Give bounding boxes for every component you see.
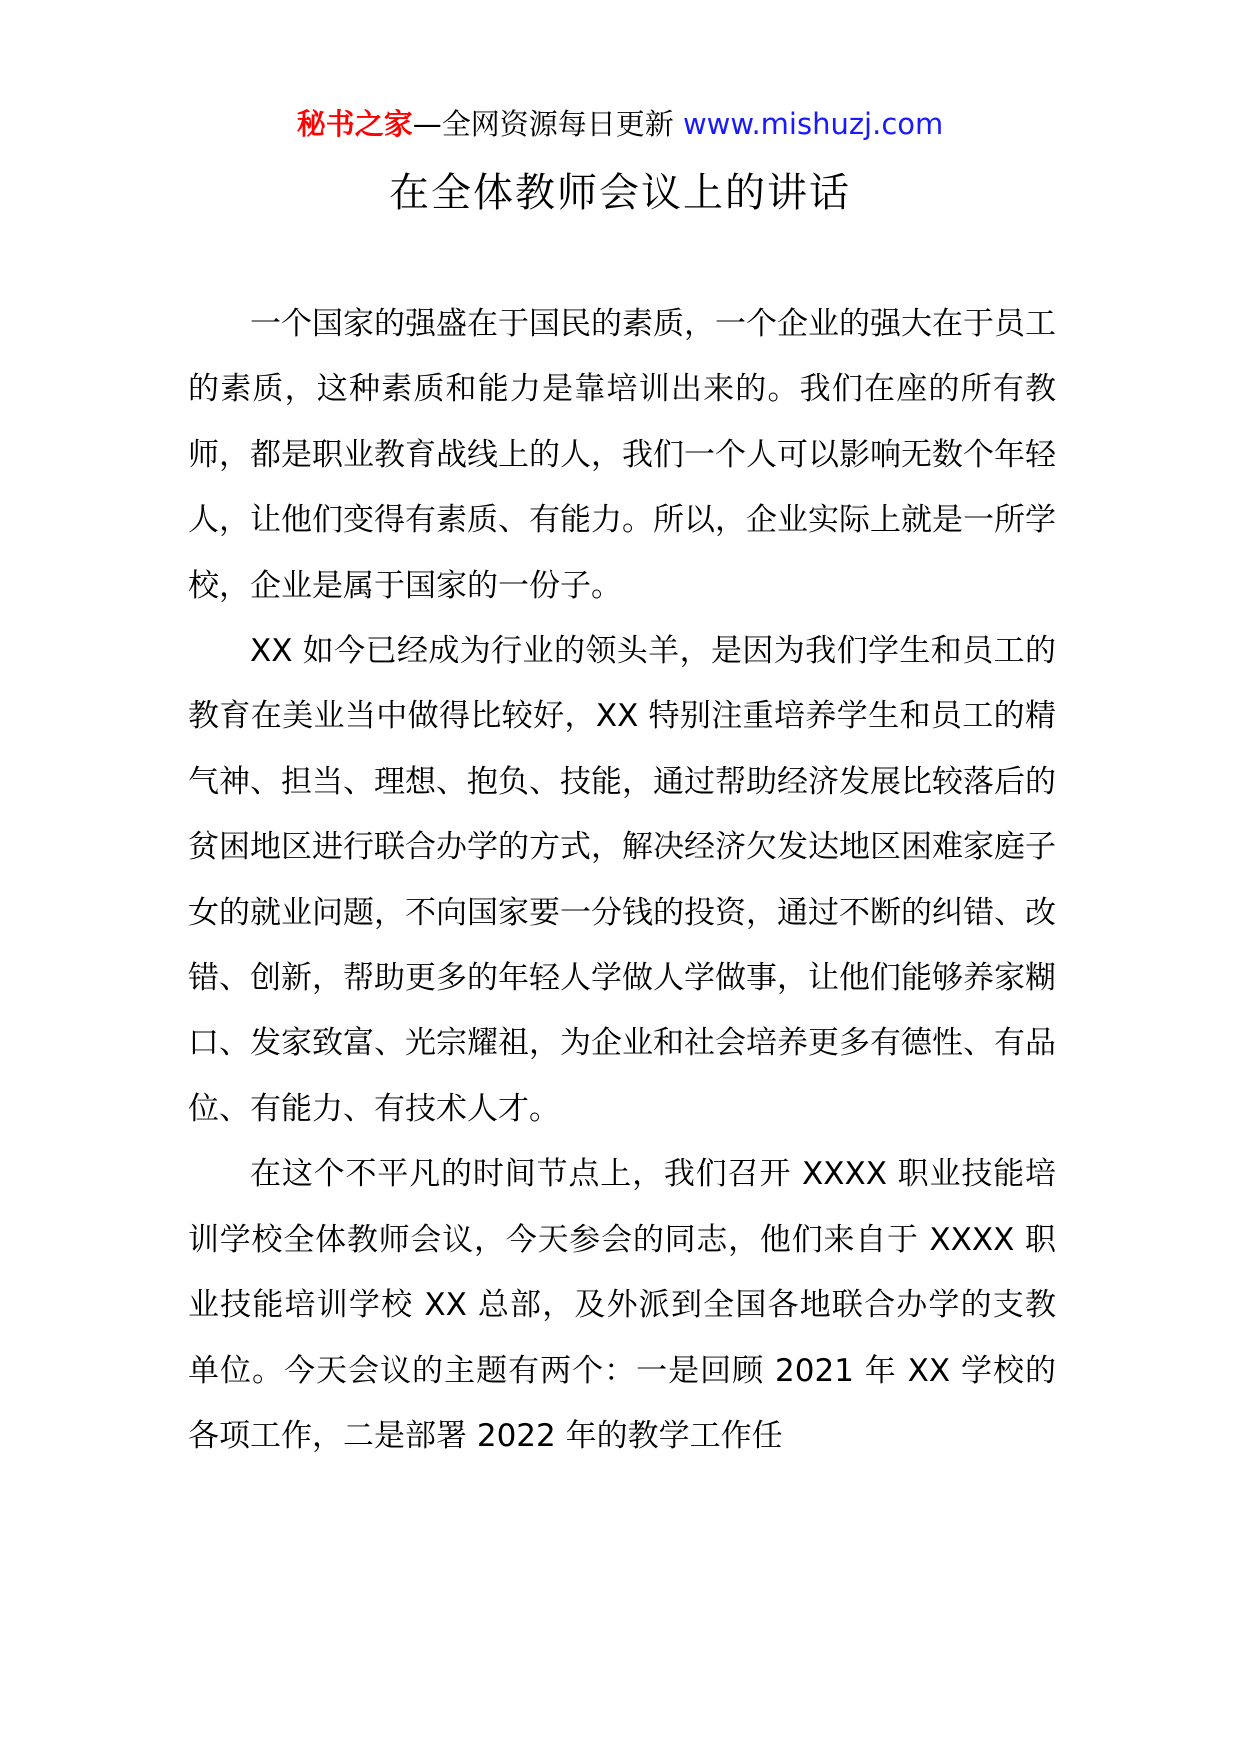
document-body — [188, 292, 1056, 1469]
paragraph: 一个国家的强盛在于国民的素质，一个企业的强大在于员工的素质，这种素质和能力是靠培训出来的。我们在座的所有教师，都是职业教育战线上的人，我们一个人可以影响无数个年轻人，让他们变得有素质、有能力。所以，企业实际上就是一所学校，企业是属于国家的一份子。 — [188, 306, 1056, 604]
document-title: 在全体教师会议上的讲话 — [389, 170, 851, 216]
paragraph: 在这个不平凡的时间节点上，我们召开 XXXX 职业技能培训学校全体教师会议，今天参会的同志，他们来自于 XXXX 职业技能培训学校 XX 总部，及外派到全国各地联合办学的支教单位。今天会议的主题有两个：一是回顾 2021 年 XX 学校的各项工作，二是部署 2022 年的教学工作任 — [188, 1156, 1056, 1454]
site-header — [0, 104, 1240, 144]
header-tagline: —全网资源每日更新 — [412, 107, 674, 141]
site-url-link[interactable]: www.mishuzj.com — [682, 107, 944, 141]
brand-name: 秘书之家 — [296, 107, 413, 141]
paragraph: XX 如今已经成为行业的领头羊，是因为我们学生和员工的教育在美业当中做得比较好，XX 特别注重培养学生和员工的精气神、担当、理想、抱负、技能，通过帮助经济发展比较落后的贫困地区进行联合办学的方式，解决经济欠发达地区困难家庭子女的就业问题，不向国家要一分钱的投资，通过不断的纠错、改错、创新，帮助更多的年轻人学做人学做事，让他们能够养家糊口、发家致富、光宗耀祖，为企业和社会培养更多有德性、有品位、有能力、有技术人才。 — [188, 633, 1056, 1127]
